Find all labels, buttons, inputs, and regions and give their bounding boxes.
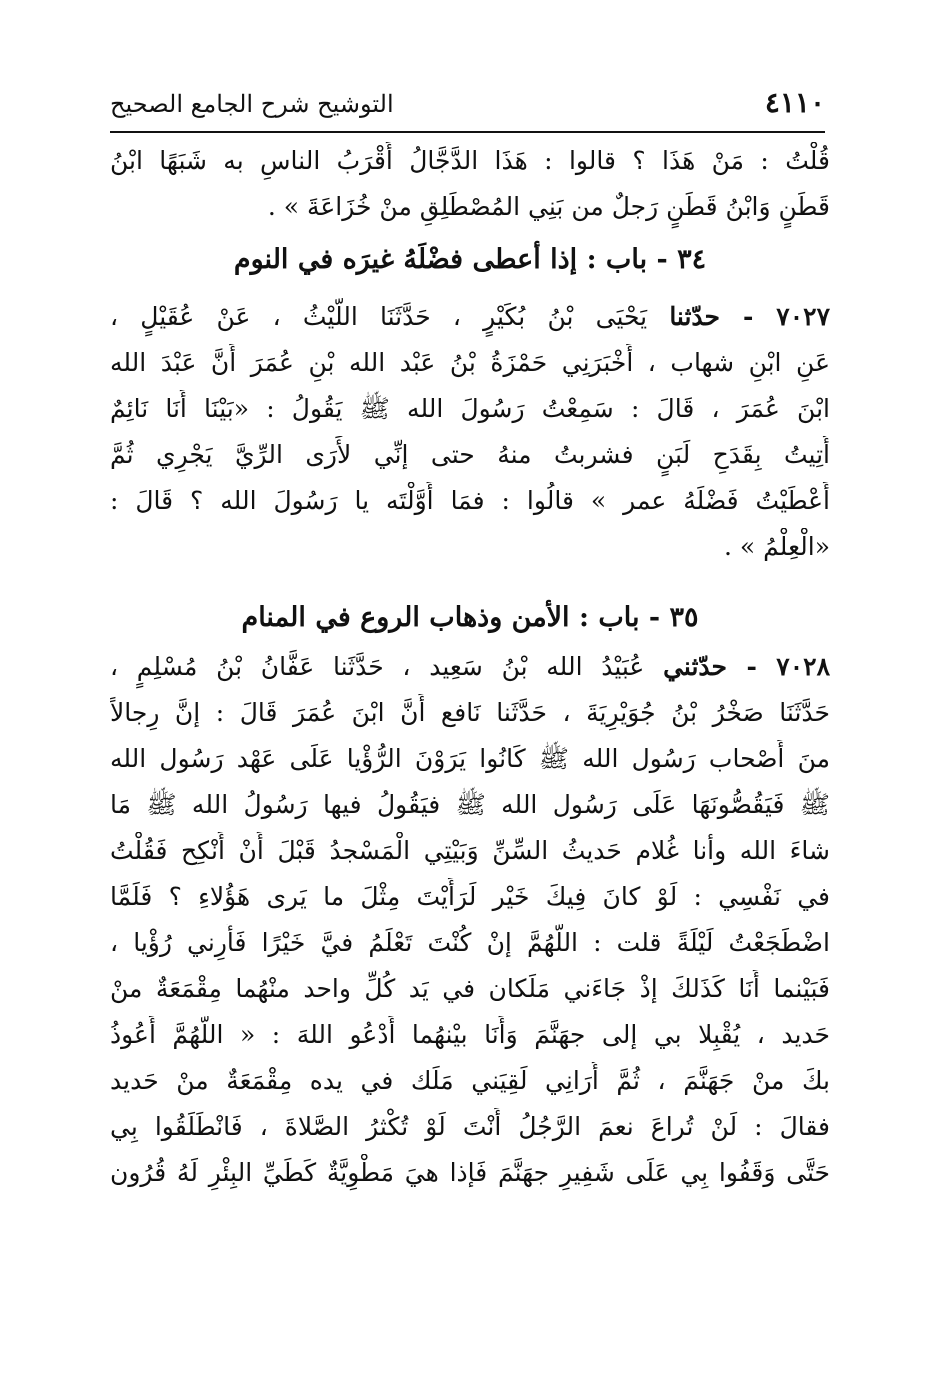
text-line: عَنِ ابْنِ شهاب ، أَخْبَرَنِي حَمْزَةُ بْنُ عَبْد الله بْنِ عُمَرَ أَنَّ عَبْدَ الله	[110, 348, 830, 377]
text-line: أَعْطَيْتُ فَضْلَهُ عمر » قالُوا : فمَا أَوَّلْتَه يا رَسُولَ الله ؟ قَالَ :	[110, 486, 830, 515]
hadith-number: ٧٠٢٨ - حدّثني	[663, 652, 830, 681]
text-line: منَ أَصْحاب رَسُول الله ﷺ كَانُوا يَرَوْنَ الرُّؤْيا عَلَى عَهْد رَسُول الله	[110, 744, 830, 773]
text-line: أُتِيتُ بِقَدَحِ لَبَنٍ فشربتُ منهُ حتى إنِّي لأَرَى الرِّيَّ يَجْرِي ثُمَّ	[110, 440, 830, 469]
text-line: ﷺ فَيَقُصُّونَهَا عَلَى رَسُول الله ﷺ فيَقُولُ فيها رَسُولُ الله ﷺ مَا	[110, 790, 830, 819]
text-line: حَدَّثَنَا صَخْرُ بْنُ جُوَيْرِيَةَ ، حَدَّثَنا نَافع أَنَّ ابْنَ عُمَرَ قَالَ : إنَّ رِجالاً	[110, 698, 830, 727]
header-divider	[110, 131, 825, 133]
text-line: شاءَ الله وأنا غُلام حَديثُ السِّنِّ وَبَيْتِي الْمَسْجدُ قَبْلَ أَنْ أَنْكِح فَقُلْتُ	[110, 836, 830, 865]
page-number: ٤١١٠	[764, 86, 825, 119]
text-line: حَديد ، يُقْبِلا بي إلى جهَنَّمَ وَأَنَا بيْنهُما أَدْعُو اللهَ : « اللَّهُمَّ أَعُوذُ	[110, 1020, 830, 1049]
section-heading-34: ٣٤ - باب : إذا أعطى فضْلَهُ غيرَه في النوم	[233, 244, 707, 275]
text-line: فَبَيْنما أَنَا كَذَلكَ إذْ جَاءَني مَلَكان في يَد كُلِّ واحد منْهُما مِقْمَعَةٌ منْ	[110, 974, 830, 1003]
hadith-opening: يَحْيَى بْنُ بُكَيْرٍ ، حَدَّثَنَا اللَّيْثُ ، عَنْ عُقَيْلٍ ،	[110, 302, 648, 331]
hadith-opening: عُبَيْدُ الله بْنُ سَعِيد ، حَدَّثَنا عَفَّانُ بْنُ مُسْلِمٍ ،	[110, 652, 645, 681]
section-heading-35: ٣٥ - باب : الأمن وذهاب الروع في المنام	[241, 602, 699, 633]
text-line: «الْعِلْمُ » .	[724, 532, 830, 561]
hadith-first-line	[110, 648, 830, 694]
page-header	[110, 86, 825, 119]
text-line: فقالَ : لَنْ تُراعَ نعمَ الرَّجُلُ أَنْتَ لَوْ تُكْثرُ الصَّلاةَ ، فَانْطَلَقُوا بِي	[110, 1112, 830, 1141]
text-line: قَطَنٍ وَابْنُ قَطَنٍ رَجلٌ من بَنِي المُصْطَلِقِ منْ خُزَاعَةَ » .	[267, 192, 830, 221]
text-line: حَتَّى وَقَفُوا بِي عَلَى شَفِيرِ جهَنَّمَ فَإذا هيَ مَطْوِيَّةٌ كَطَيِّ البِئْرِ لَهُ قُرُون	[110, 1158, 830, 1187]
page-body	[110, 142, 830, 1200]
text-line: قُلْتُ : مَنْ هَذَا ؟ قالوا : هَذَا الدَّجَّالُ أَقْرَبُ الناسِ به شَبَهًا ابْنُ	[110, 146, 830, 175]
hadith-first-line	[110, 298, 830, 344]
text-line: ابْنَ عُمَرَ ، قَالَ : سَمِعْتُ رَسُولَ الله ﷺ يَقُولُ : «بَيْنَا أَنَا نَائِمٌ	[110, 394, 830, 423]
hadith-number: ٧٠٢٧ - حدّثنا	[669, 302, 830, 331]
text-line: اضْطَجَعْتُ لَيْلَةً قلت : اللَّهُمَّ إنْ كُنْتَ تَعْلَمُ فيَّ خَيْرًا فَأَرِني رُؤْيا ،	[110, 928, 830, 957]
text-line: في نَفْسِي : لَوْ كانَ فِيكَ خَيْر لَرَأَيْتَ مِثْلَ ما يَرى هَؤُلاءِ ؟ فَلَمَّا	[110, 882, 830, 911]
text-line: بكَ منْ جَهَنَّمَ ، ثُمَّ أُرَانِي لَقِيَني مَلَك في يده مِقْمَعَةٌ منْ حَديد	[110, 1066, 830, 1095]
running-title: التوشيح شرح الجامع الصحيح	[110, 90, 394, 118]
